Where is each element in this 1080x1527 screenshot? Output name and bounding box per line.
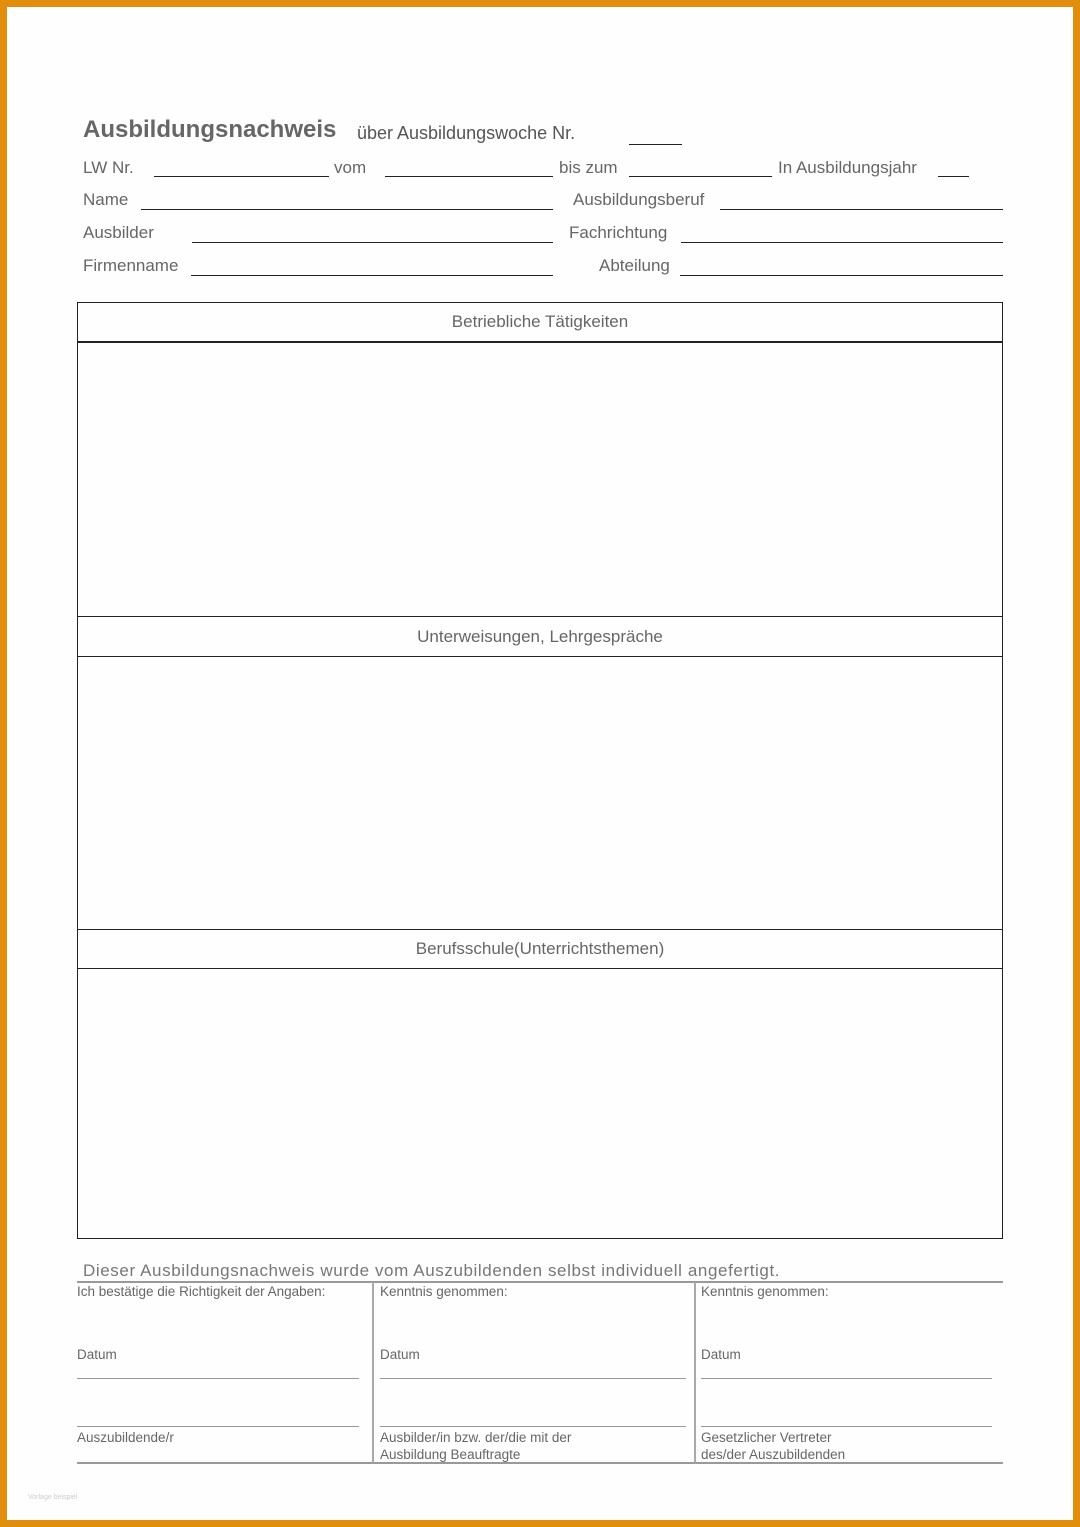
berufsschule-area[interactable] [78, 970, 1002, 1237]
section-berufsschule: Berufsschule(Unterrichtsthemen) [415, 939, 665, 958]
datum-field-vertreter[interactable] [701, 1378, 992, 1379]
signature-field-auszubildende[interactable] [77, 1426, 359, 1427]
lw-nr-label: LW Nr. [83, 158, 134, 177]
unterweisungen-area[interactable] [78, 658, 1002, 928]
vertreter-role-label-1: Gesetzlicher Vertreter [701, 1430, 832, 1445]
signature-column-divider [694, 1282, 696, 1463]
self-made-note: Dieser Ausbildungsnachweis wurde vom Auszubildenden selbst individuell angefertigt. [83, 1261, 781, 1280]
firmenname-label: Firmenname [83, 256, 179, 275]
ausbilder-role-label-1: Ausbilder/in bzw. der/die mit der [380, 1430, 572, 1445]
document-subtitle: über Ausbildungswoche Nr. [357, 123, 576, 143]
kenntnis-label: Kenntnis genommen: [701, 1284, 829, 1299]
vom-field[interactable] [385, 176, 553, 177]
datum-label: Datum [701, 1347, 741, 1362]
datum-field-auszubildende[interactable] [77, 1378, 359, 1379]
lw-nr-field[interactable] [154, 176, 329, 177]
confirm-label: Ich bestätige die Richtigkeit der Angaben: [77, 1284, 326, 1299]
bis-zum-label: bis zum [559, 158, 618, 177]
datum-label: Datum [77, 1347, 117, 1362]
signature-field-ausbilder[interactable] [380, 1426, 686, 1427]
watermark: Vorlage beispiel [28, 1494, 78, 1501]
signature-top-border [77, 1281, 1003, 1283]
ausbilder-role-label-2: Ausbildung Beauftragte [380, 1447, 521, 1462]
datum-field-ausbilder[interactable] [380, 1378, 686, 1379]
ausbildungsjahr-field[interactable] [938, 176, 969, 177]
name-label: Name [83, 190, 129, 209]
vertreter-role-label-2: des/der Auszubildenden [701, 1447, 846, 1462]
signature-bottom-border [77, 1462, 1003, 1464]
ausbildungsberuf-label: Ausbildungsberuf [573, 190, 705, 209]
section-divider [77, 968, 1003, 969]
betriebliche-taetigkeiten-area[interactable] [78, 343, 1002, 615]
ausbilder-field[interactable] [192, 242, 553, 243]
kenntnis-label: Kenntnis genommen: [380, 1284, 508, 1299]
signature-field-vertreter[interactable] [701, 1426, 992, 1427]
fachrichtung-field[interactable] [681, 242, 1003, 243]
datum-label: Datum [380, 1347, 420, 1362]
abteilung-label: Abteilung [599, 256, 670, 275]
ausbilder-label: Ausbilder [83, 223, 154, 242]
vom-label: vom [334, 158, 367, 177]
section-betriebliche-taetigkeiten: Betriebliche Tätigkeiten [451, 312, 629, 331]
name-field[interactable] [141, 209, 553, 210]
week-number-field[interactable] [629, 144, 682, 145]
firmenname-field[interactable] [191, 275, 553, 276]
abteilung-field[interactable] [680, 275, 1003, 276]
auszubildende-label: Auszubildende/r [77, 1430, 174, 1445]
section-divider [77, 656, 1003, 657]
fachrichtung-label: Fachrichtung [569, 223, 668, 242]
signature-column-divider [372, 1282, 374, 1463]
section-unterweisungen: Unterweisungen, Lehrgespräche [417, 627, 663, 646]
bis-zum-field[interactable] [629, 176, 772, 177]
ausbildungsberuf-field[interactable] [720, 209, 1003, 210]
document-title: Ausbildungsnachweis [83, 116, 337, 143]
ausbildungsjahr-label: In Ausbildungsjahr [778, 158, 917, 177]
